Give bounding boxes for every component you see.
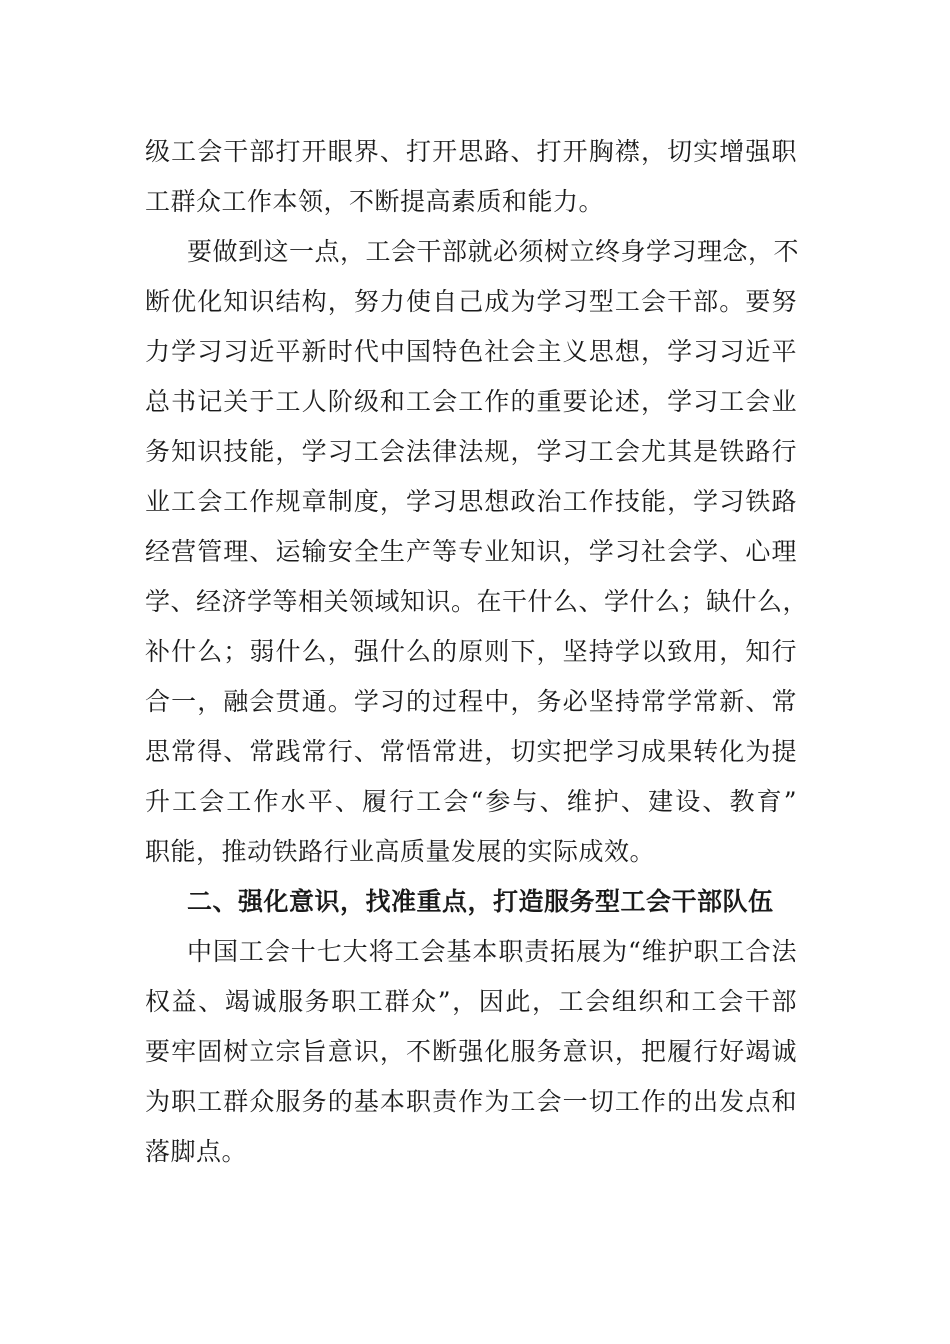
text-line: 业工会工作规章制度，学习思想政治工作技能，学习铁路: [145, 487, 797, 516]
text-line: 断优化知识结构，努力使自己成为学习型工会干部。要努: [145, 287, 797, 316]
paragraph-study: [145, 227, 809, 877]
text-line: 权益、竭诚服务职工群众”，因此，工会组织和工会干部: [145, 987, 797, 1016]
text-line: 务知识技能，学习工会法律法规，学习工会尤其是铁路行: [145, 437, 797, 466]
text-line: 力学习习近平新时代中国特色社会主义思想，学习习近平: [145, 337, 797, 366]
text-line: 学、经济学等相关领域知识。在干什么、学什么；缺什么，: [145, 587, 809, 616]
text-line: 思常得、常践常行、常悟常进，切实把学习成果转化为提: [145, 737, 797, 766]
text-line: 升工会工作水平、履行工会“参与、维护、建设、教育”: [145, 787, 797, 816]
text-line: 总书记关于工人阶级和工会工作的重要论述，学习工会业: [145, 387, 797, 416]
document-page: [145, 127, 809, 1177]
text-line: 工群众工作本领，不断提高素质和能力。: [145, 187, 605, 216]
heading-text: 二、强化意识，找准重点，打造服务型工会干部队伍: [187, 887, 774, 916]
text-line: 为职工群众服务的基本职责作为工会一切工作的出发点和: [145, 1087, 797, 1116]
text-line: 级工会干部打开眼界、打开思路、打开胸襟，切实增强职: [145, 137, 797, 166]
text-line: 落脚点。: [145, 1137, 248, 1166]
text-line: 补什么；弱什么，强什么的原则下，坚持学以致用，知行: [145, 637, 797, 666]
text-line: 经营管理、运输安全生产等专业知识，学习社会学、心理: [145, 537, 797, 566]
text-line: 要牢固树立宗旨意识，不断强化服务意识，把履行好竭诚: [145, 1037, 797, 1066]
paragraph-continuation: [145, 127, 797, 227]
section-heading: [145, 877, 797, 927]
text-line: 职能，推动铁路行业高质量发展的实际成效。: [145, 837, 656, 866]
text-line: 合一，融会贯通。学习的过程中，务必坚持常学常新、常: [145, 687, 797, 716]
paragraph-service: [145, 927, 797, 1177]
text-line: 中国工会十七大将工会基本职责拓展为“维护职工合法: [187, 937, 797, 966]
text-line: 要做到这一点，工会干部就必须树立终身学习理念，不: [187, 237, 800, 266]
